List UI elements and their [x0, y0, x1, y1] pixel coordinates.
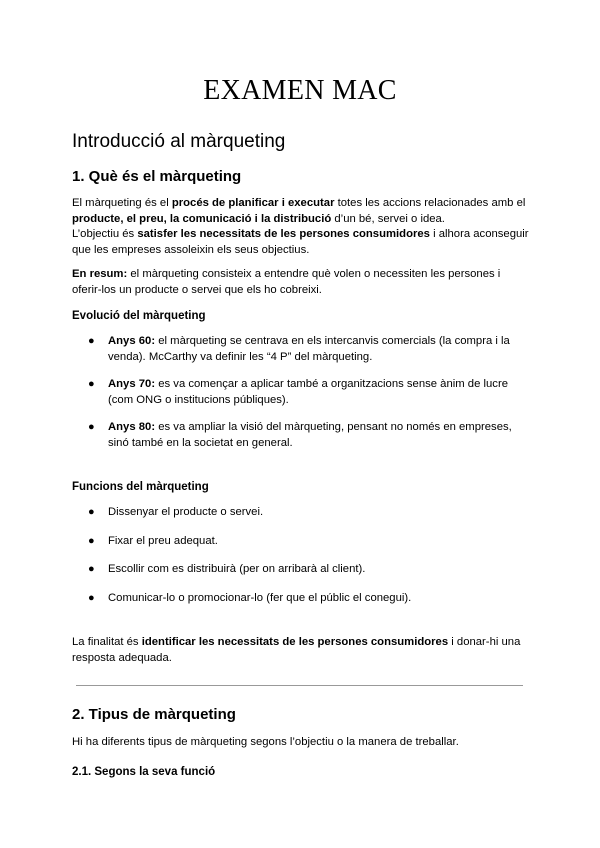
bullet-icon: ●	[88, 534, 95, 547]
list-item: ● Fixar el preu adequat.	[72, 534, 532, 550]
section1-heading: 1. Què és el màrqueting	[72, 168, 242, 185]
intro-heading: Introducció al màrqueting	[72, 131, 286, 152]
types-paragraph: Hi ha diferents tipus de màrqueting segons l’objectiu o la manera de treballar.	[72, 736, 459, 748]
list-item: ● Anys 60: el màrqueting se centrava en els intercanvis comercials (la compra i la venda). McCarthy va definir les “4 P” del màrqueting.	[88, 335, 510, 363]
bullet-icon: ●	[88, 591, 95, 604]
bullet-icon: ●	[88, 378, 95, 391]
bullet-icon: ●	[88, 335, 95, 347]
functions-heading: Funcions del màrqueting	[72, 481, 209, 493]
evolution-heading: Evolució del màrqueting	[72, 310, 206, 322]
list-item: ● Dissenyar el producte o servei.	[72, 505, 532, 521]
list-item: ● Anys 80: es va ampliar la visió del màrqueting, pensant no només en empreses, sinó també en la societat en general.	[88, 421, 512, 449]
summary-paragraph: En resum: el màrqueting consisteix a entendre què volen o necessiten les persones i oferir-los un producte o servei que els ho cobreixi.	[72, 268, 501, 296]
list-item: ● Escollir com es distribuirà (per on arribarà al client).	[72, 562, 532, 578]
evolution-list	[72, 334, 532, 452]
horizontal-divider	[76, 685, 523, 686]
list-item: ● Anys 70: es va començar a aplicar també a organitzacions sense ànim de lucre (com ONG o institucions públiques).	[88, 378, 508, 406]
finality-paragraph: La finalitat és identificar les necessitats de les persones consumidores i donar-hi una resposta adequada.	[72, 636, 521, 664]
bullet-icon: ●	[88, 506, 95, 518]
list-item: ● Comunicar-lo o promocionar-lo (fer que el públic el conegui).	[72, 591, 532, 607]
definition-paragraph: El màrqueting és el procés de planificar i executar totes les accions relacionades amb el producte, el preu, la comunicació i la distribució d’un bé, servei o idea. L’objectiu és satisfer les necessitats de les persones consumidores i alhora aconseguir que les empreses assoleixin els seus objectius.	[72, 197, 529, 256]
subsection-heading: 2.1. Segons la seva funció	[72, 766, 216, 778]
functions-list	[72, 505, 532, 606]
bullet-icon: ●	[88, 421, 95, 434]
section2-heading: 2. Tipus de màrqueting	[72, 706, 236, 723]
document-title: EXAMEN MAC	[203, 75, 397, 106]
bullet-icon: ●	[88, 563, 95, 576]
